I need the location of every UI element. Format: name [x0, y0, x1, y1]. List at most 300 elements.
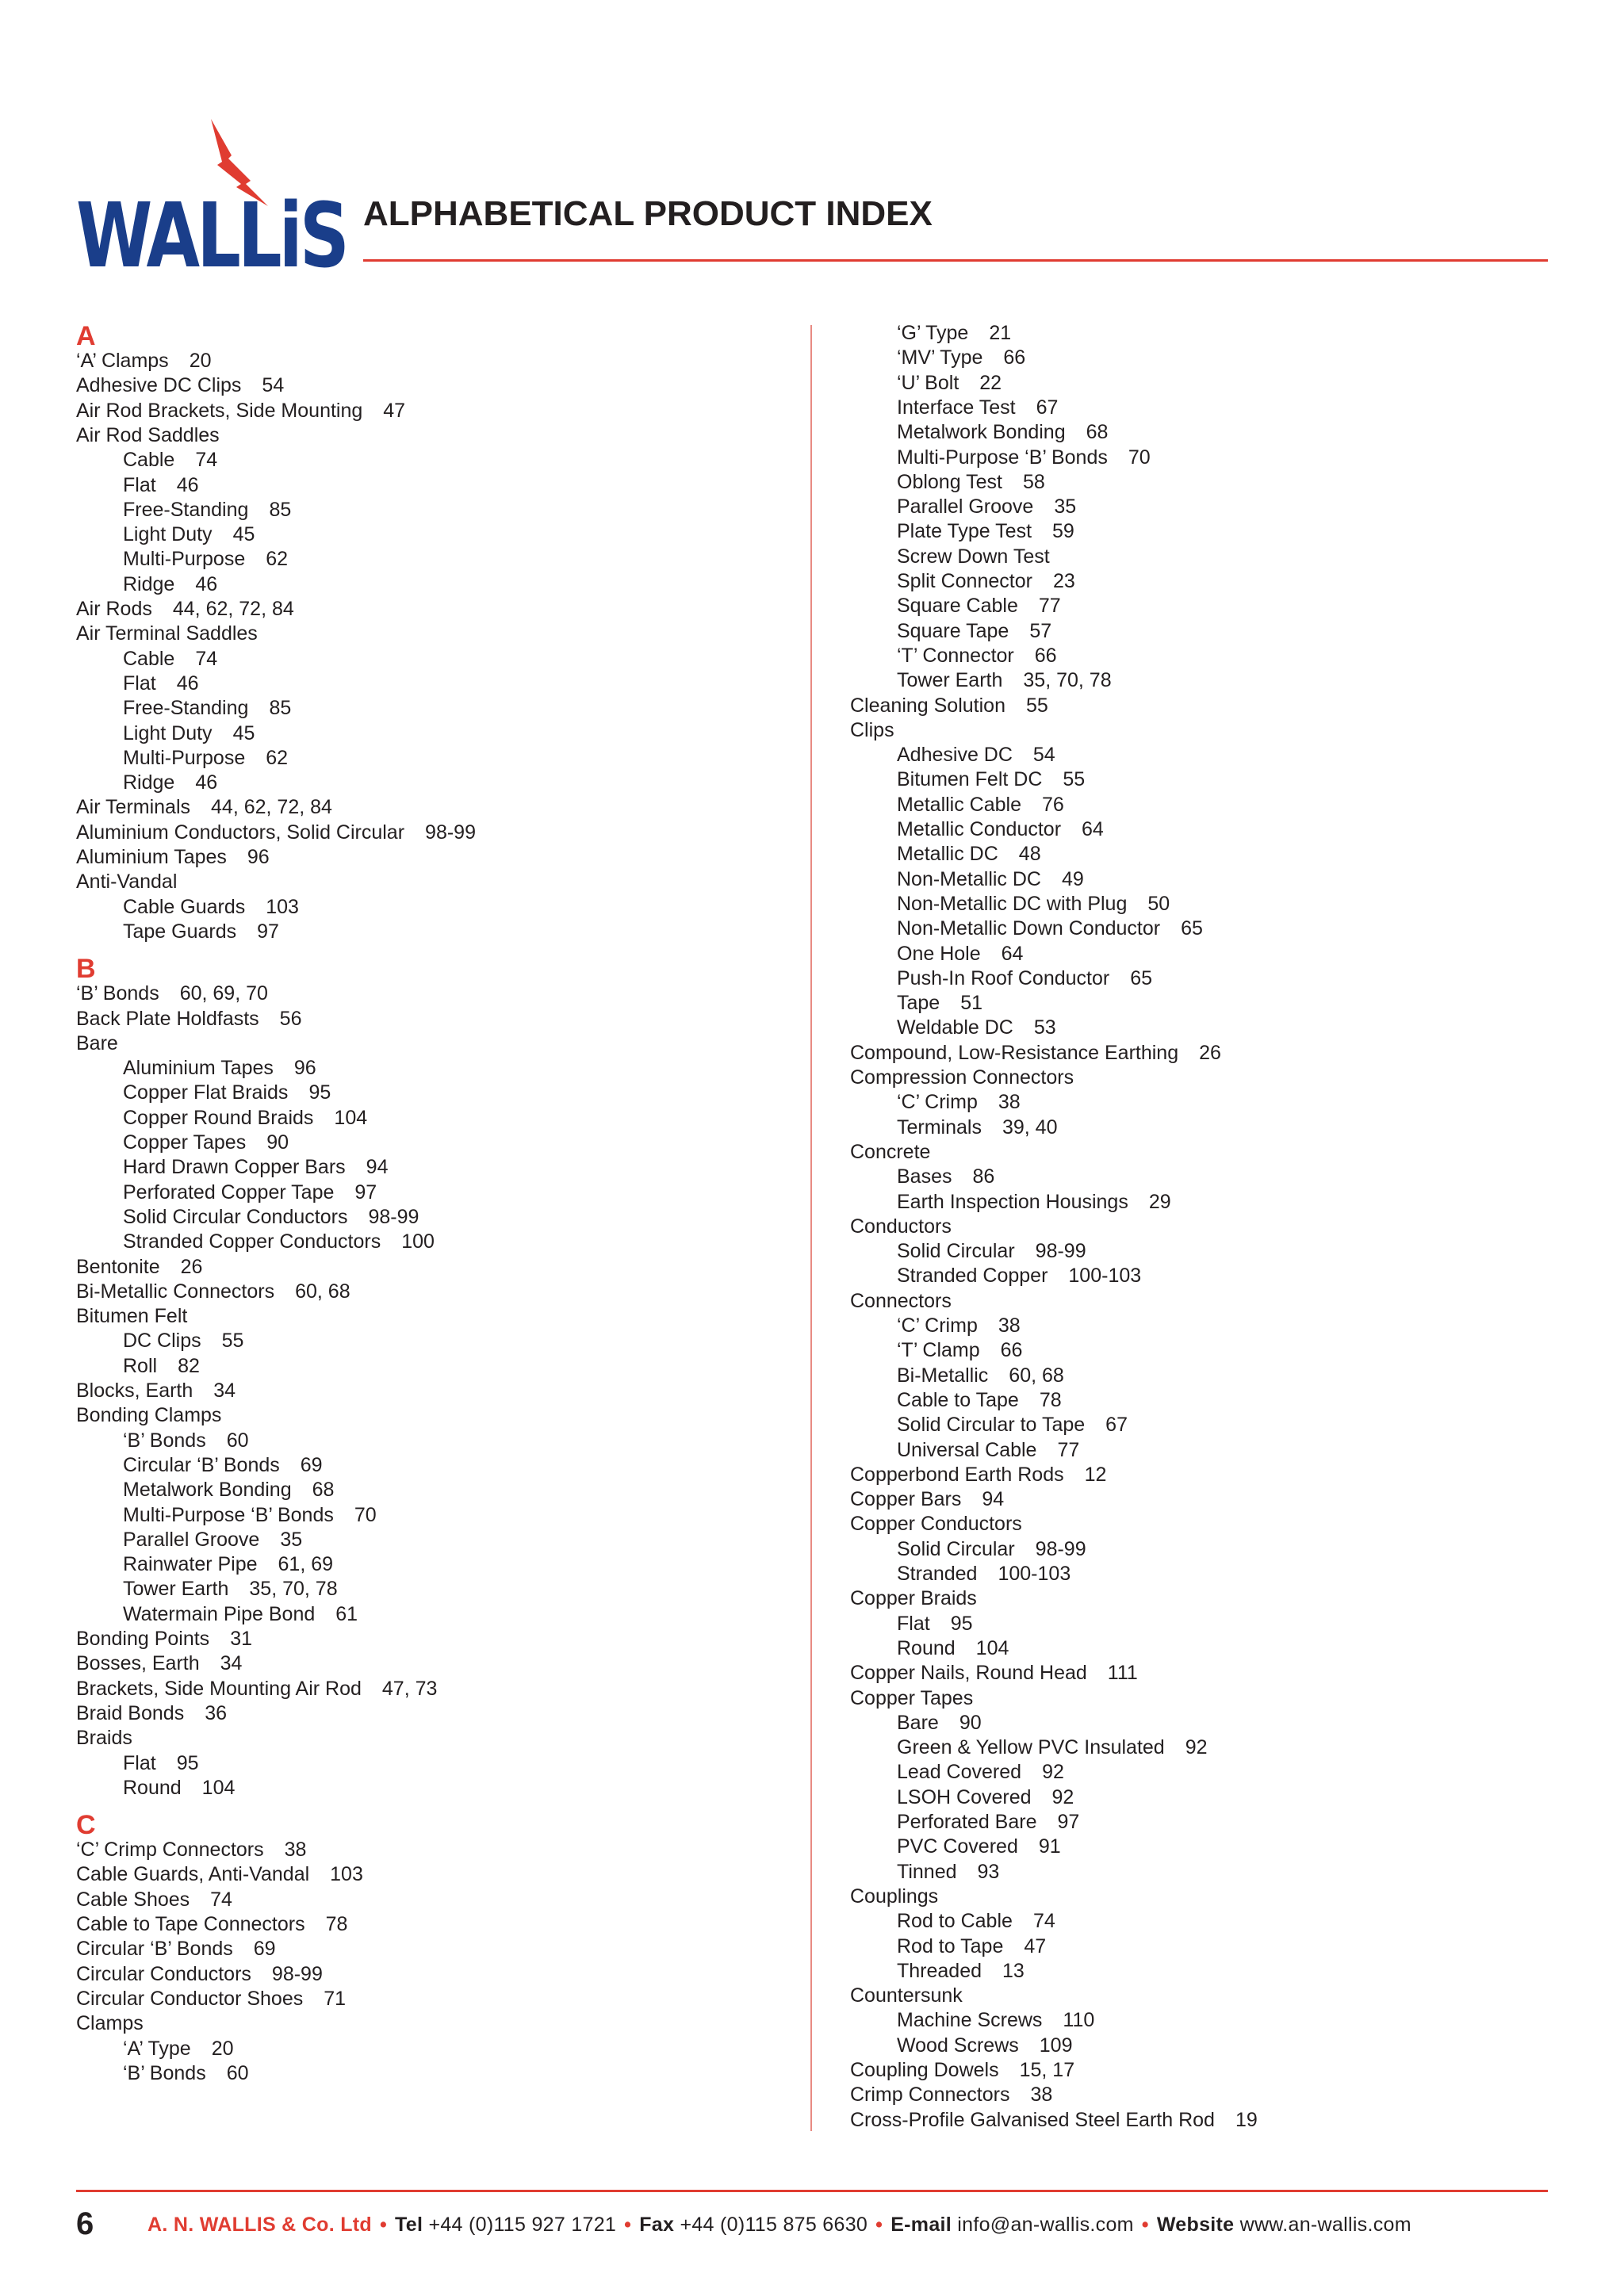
entry-name: Screw Down Test	[897, 545, 1050, 568]
index-subentry	[76, 1056, 316, 1081]
page-reference: 98-99	[1035, 1240, 1086, 1263]
page-title: ALPHABETICAL PRODUCT INDEX	[363, 194, 933, 233]
index-entry	[76, 1304, 187, 1329]
entry-name: Earth Inspection Housings	[897, 1190, 1128, 1213]
page-reference: 69	[253, 1938, 276, 1961]
index-subentry	[76, 1329, 243, 1353]
entry-name: Air Rod Saddles	[76, 423, 220, 446]
index-subentry	[850, 346, 1025, 370]
index-entry	[850, 1586, 977, 1611]
entry-name: Tinned	[897, 1860, 957, 1883]
entry-name: ‘C’ Crimp Connectors	[76, 1839, 264, 1862]
entry-name: Perforated Bare	[897, 1811, 1037, 1833]
entry-name: Flat	[123, 473, 156, 496]
entry-name: Terminals	[897, 1115, 982, 1138]
page-reference: 85	[269, 498, 292, 521]
index-subentry	[76, 1602, 358, 1627]
email-link[interactable]: info@an-wallis.com	[957, 2214, 1134, 2236]
fax-value: +44 (0)115 875 6630	[680, 2214, 868, 2236]
page-reference: 23	[1052, 570, 1075, 592]
index-subentry	[850, 1413, 1128, 1437]
page-reference: 98-99	[425, 821, 476, 844]
entry-name: ‘T’ Connector	[897, 644, 1014, 667]
entry-name: ‘C’ Crimp	[897, 1314, 978, 1337]
page-reference: 65	[1181, 917, 1203, 940]
index-entry	[76, 1403, 221, 1428]
index-subentry	[76, 1131, 289, 1155]
page-reference: 67	[1036, 396, 1059, 419]
page-reference: 61	[335, 1602, 358, 1625]
entry-name: Metallic DC	[897, 843, 998, 866]
index-subentry	[76, 547, 288, 572]
page-reference: 91	[1038, 1835, 1061, 1858]
page-reference: 22	[979, 371, 1002, 394]
entry-name: Cable	[123, 449, 175, 472]
page-reference: 62	[266, 746, 289, 769]
index-entry	[76, 622, 258, 646]
entry-name: Roll	[123, 1354, 158, 1377]
index-subentry	[850, 966, 1152, 991]
tel-value: +44 (0)115 927 1721	[428, 2214, 617, 2236]
index-subentry	[850, 1711, 982, 1735]
index-subentry	[850, 668, 1112, 693]
page-reference: 77	[1038, 595, 1061, 618]
entry-name: Metallic Conductor	[897, 818, 1062, 840]
website-label: Website	[1156, 2214, 1235, 2236]
page-reference: 13	[1002, 1959, 1025, 1982]
index-subentry	[850, 892, 1170, 916]
page-reference: 20	[189, 350, 212, 372]
entry-name: Aluminium Tapes	[123, 1057, 274, 1080]
entry-name: ‘U’ Bolt	[897, 371, 959, 394]
page-reference: 60, 68	[1009, 1364, 1064, 1387]
entry-name: Circular Conductor Shoes	[76, 1987, 304, 2010]
entry-name: Bi-Metallic Connectors	[76, 1280, 275, 1303]
page-reference: 19	[1235, 2108, 1258, 2131]
page-reference: 38	[998, 1091, 1021, 1114]
page-reference: 104	[334, 1106, 368, 1129]
entry-name: ‘B’ Bonds	[123, 2061, 206, 2084]
entry-name: Weldable DC	[897, 1016, 1013, 1039]
index-subentry	[76, 1205, 419, 1230]
index-subentry	[850, 1810, 1079, 1835]
page-reference: 47	[383, 399, 406, 422]
page-reference: 36	[205, 1701, 228, 1724]
index-entry	[76, 870, 177, 894]
entry-name: Ridge	[123, 572, 175, 595]
index-subentry	[76, 895, 299, 920]
index-subentry	[850, 1537, 1086, 1562]
index-entry	[76, 1007, 301, 1031]
entry-name: Metallic Cable	[897, 793, 1022, 816]
index-subentry	[850, 1636, 1009, 1661]
entry-name: Bentonite	[76, 1255, 160, 1278]
entry-name: Round	[897, 1636, 956, 1659]
page-reference: 92	[1185, 1736, 1208, 1759]
entry-name: Tower Earth	[897, 669, 1003, 692]
entry-name: ‘A’ Type	[123, 2037, 191, 2060]
entry-name: Multi-Purpose ‘B’ Bonds	[897, 446, 1108, 469]
index-subentry	[850, 867, 1084, 892]
index-entry	[76, 1888, 232, 1912]
entry-name: Aluminium Conductors, Solid Circular	[76, 821, 405, 844]
index-letter: B	[76, 954, 96, 985]
index-subentry	[850, 1090, 1021, 1115]
entry-name: Copper Braids	[850, 1587, 977, 1610]
page-reference: 46	[195, 771, 218, 794]
page-reference: 38	[998, 1314, 1021, 1337]
page-reference: 45	[232, 523, 255, 546]
page-reference: 70	[354, 1503, 377, 1526]
page-reference: 55	[1025, 694, 1048, 717]
entry-name: Anti-Vandal	[76, 871, 178, 894]
entry-name: Metalwork Bonding	[123, 1479, 292, 1502]
page-reference: 54	[1032, 744, 1055, 767]
page-reference: 44, 62, 72, 84	[172, 598, 294, 620]
index-subentry	[76, 1577, 338, 1601]
index-entry	[76, 821, 476, 845]
entry-name: Multi-Purpose	[123, 746, 246, 769]
entry-name: Bare	[76, 1031, 118, 1054]
index-subentry	[850, 1760, 1064, 1785]
entry-name: Light Duty	[123, 721, 213, 744]
index-entry	[76, 1838, 306, 1862]
index-subentry	[76, 1776, 235, 1800]
page-reference: 57	[1029, 619, 1052, 642]
page-reference: 35	[1054, 496, 1077, 519]
column-divider	[810, 325, 812, 2131]
entry-name: Parallel Groove	[123, 1528, 260, 1551]
page-reference: 98-99	[1035, 1537, 1086, 1560]
index-entry	[850, 2083, 1052, 2107]
page-reference: 95	[176, 1751, 199, 1774]
index-entry	[76, 1912, 347, 1937]
page-reference: 95	[308, 1081, 331, 1104]
page-reference: 100-103	[998, 1563, 1071, 1585]
entry-name: Air Terminal Saddles	[76, 622, 258, 645]
index-subentry	[850, 1835, 1061, 1859]
entry-name: Countersunk	[850, 1984, 963, 2007]
entry-name: ‘C’ Crimp	[897, 1091, 978, 1114]
page-reference: 60, 69, 70	[179, 982, 268, 1005]
index-subentry	[76, 920, 279, 944]
entry-name: Couplings	[850, 1885, 939, 1908]
entry-name: Flat	[123, 672, 156, 695]
index-subentry	[850, 644, 1057, 668]
page-reference: 66	[1000, 1339, 1023, 1362]
entry-name: Aluminium Tapes	[76, 846, 227, 868]
page-reference: 34	[220, 1652, 243, 1675]
page-reference: 100	[401, 1230, 435, 1253]
entry-name: Concrete	[850, 1140, 931, 1163]
page-reference: 47, 73	[381, 1677, 438, 1700]
entry-name: Copper Tapes	[123, 1131, 247, 1154]
index-subentry	[76, 1429, 249, 1453]
index-subentry	[76, 1354, 200, 1379]
entry-name: Perforated Copper Tape	[123, 1181, 335, 1203]
page-reference: 44, 62, 72, 84	[211, 796, 332, 819]
entry-name: Round	[123, 1776, 182, 1799]
company-name: A. N. WALLIS & Co. Ltd	[147, 2214, 372, 2236]
index-entry	[76, 1651, 242, 1676]
entry-name: ‘B’ Bonds	[76, 982, 159, 1005]
fax-label: Fax	[639, 2214, 675, 2236]
page-reference: 54	[262, 374, 285, 397]
index-subentry	[76, 1503, 377, 1528]
page-reference: 21	[989, 322, 1012, 344]
page-reference: 64	[1082, 818, 1104, 840]
index-subentry	[850, 1190, 1171, 1215]
index-entry	[850, 1140, 930, 1165]
index-subentry	[850, 519, 1074, 544]
entry-name: Square Cable	[897, 595, 1018, 618]
index-subentry	[850, 619, 1051, 644]
entry-name: Copperbond Earth Rods	[850, 1463, 1064, 1486]
page-reference: 100-103	[1068, 1265, 1142, 1288]
entry-name: Rainwater Pipe	[123, 1553, 258, 1576]
index-subentry	[76, 1181, 377, 1205]
entry-name: Air Rod Brackets, Side Mounting	[76, 399, 363, 422]
index-entry	[76, 1962, 323, 1987]
entry-name: Adhesive DC Clips	[76, 374, 242, 397]
page-reference: 92	[1051, 1785, 1074, 1808]
index-subentry	[850, 1612, 973, 1636]
entry-name: Coupling Dowels	[850, 2059, 999, 2081]
entry-name: Lead Covered	[897, 1761, 1022, 1784]
entry-name: Stranded Copper	[897, 1265, 1048, 1288]
entry-name: Flat	[897, 1612, 930, 1635]
page-reference: 35, 70, 78	[1023, 669, 1112, 692]
index-subentry	[850, 1165, 994, 1189]
page-reference: 90	[266, 1131, 289, 1154]
index-subentry	[76, 647, 217, 672]
index-entry	[850, 2058, 1074, 2083]
index-entry	[76, 1726, 132, 1751]
index-entry	[76, 982, 268, 1006]
page-reference: 69	[300, 1453, 323, 1476]
index-subentry	[850, 991, 982, 1016]
index-subentry	[850, 767, 1085, 792]
index-subentry	[850, 1438, 1079, 1463]
entry-name: ‘MV’ Type	[897, 346, 983, 369]
entry-name: ‘T’ Clamp	[897, 1339, 980, 1362]
page-reference: 70	[1128, 446, 1151, 469]
index-subentry	[850, 1959, 1025, 1984]
entry-name: Copper Tapes	[850, 1686, 974, 1709]
page-reference: 48	[1018, 843, 1041, 866]
separator-dot: •	[875, 2214, 883, 2236]
entry-name: Non-Metallic DC with Plug	[897, 892, 1128, 915]
page-reference: 39, 40	[1002, 1115, 1058, 1138]
index-subentry	[850, 1314, 1021, 1338]
entry-name: One Hole	[897, 942, 981, 965]
entry-name: Bonding Points	[76, 1628, 210, 1650]
entry-name: Cross-Profile Galvanised Steel Earth Rod	[850, 2108, 1215, 2131]
page-reference: 55	[221, 1330, 244, 1353]
entry-name: Brackets, Side Mounting Air Rod	[76, 1677, 362, 1700]
index-entry	[850, 718, 894, 743]
index-subentry	[850, 545, 1050, 569]
entry-name: Cable Shoes	[76, 1888, 190, 1911]
entry-name: Bases	[897, 1165, 952, 1188]
page-reference: 35, 70, 78	[249, 1578, 338, 1601]
page-reference: 74	[195, 449, 218, 472]
page-reference: 77	[1057, 1438, 1080, 1461]
entry-name: Connectors	[850, 1289, 952, 1312]
index-subentry	[76, 1552, 333, 1577]
entry-name: Copper Flat Braids	[123, 1081, 289, 1104]
index-subentry	[850, 446, 1151, 470]
index-subentry	[850, 1364, 1064, 1388]
entry-name: Bitumen Felt DC	[897, 768, 1043, 791]
index-subentry	[76, 448, 217, 473]
index-entry	[850, 1661, 1138, 1686]
page-reference: 90	[959, 1711, 982, 1734]
index-entry	[850, 1215, 952, 1239]
entry-name: Circular ‘B’ Bonds	[123, 1453, 280, 1476]
index-subentry	[76, 1081, 331, 1105]
entry-name: Crimp Connectors	[850, 2084, 1010, 2107]
index-subentry	[850, 1785, 1074, 1810]
index-entry	[76, 373, 284, 398]
entry-name: Air Terminals	[76, 796, 191, 819]
index-subentry	[850, 1934, 1046, 1959]
page-reference: 74	[1032, 1910, 1055, 1933]
page-reference: 60	[226, 2061, 249, 2084]
entry-name: Copper Conductors	[850, 1513, 1022, 1536]
page-reference: 12	[1084, 1463, 1107, 1486]
index-subentry	[850, 569, 1075, 594]
entry-name: Air Rods	[76, 598, 152, 620]
index-entry	[850, 1984, 963, 2008]
index-entry	[850, 694, 1048, 718]
page-reference: 46	[176, 473, 199, 496]
index-subentry	[850, 1115, 1058, 1140]
index-entry	[76, 597, 294, 622]
entry-name: Universal Cable	[897, 1438, 1037, 1461]
separator-dot: •	[379, 2214, 388, 2236]
page-reference: 66	[1034, 644, 1057, 667]
entry-name: Cable Guards	[123, 895, 246, 918]
page-reference: 59	[1052, 520, 1074, 543]
index-subentry	[76, 746, 288, 771]
index-subentry	[850, 2034, 1072, 2058]
entry-name: Machine Screws	[897, 2009, 1043, 2032]
page-reference: 104	[201, 1776, 236, 1799]
index-subentry	[76, 1106, 367, 1131]
entry-name: Braids	[76, 1727, 132, 1750]
index-subentry	[850, 371, 1002, 396]
entry-name: ‘B’ Bonds	[123, 1429, 206, 1452]
wallis-logo	[76, 119, 347, 288]
page-reference: 65	[1130, 966, 1153, 989]
header-divider	[363, 259, 1548, 262]
entry-name: Cable to Tape Connectors	[76, 1913, 305, 1935]
page-reference: 60, 68	[295, 1280, 350, 1303]
index-entry	[76, 795, 332, 820]
page-reference: 98-99	[368, 1205, 419, 1228]
entry-name: ‘G’ Type	[897, 322, 969, 344]
page-reference: 97	[257, 920, 279, 943]
entry-name: Multi-Purpose ‘B’ Bonds	[123, 1503, 334, 1526]
index-entry	[76, 1255, 202, 1280]
index-subentry	[850, 396, 1058, 420]
index-entry	[76, 423, 220, 448]
index-entry	[76, 1677, 437, 1701]
page-reference: 68	[1086, 421, 1109, 444]
index-subentry	[850, 1562, 1071, 1586]
index-subentry	[76, 1528, 302, 1552]
page-reference: 46	[176, 672, 199, 695]
entry-name: Bitumen Felt	[76, 1305, 188, 1328]
entry-name: Free-Standing	[123, 697, 249, 720]
page-reference: 51	[960, 992, 983, 1015]
index-entry	[76, 1280, 350, 1304]
index-entry	[850, 1686, 973, 1711]
index-entry	[76, 399, 405, 423]
page-number: 6	[76, 2206, 94, 2241]
page-reference: 15, 17	[1019, 2059, 1075, 2081]
entry-name: Compression Connectors	[850, 1066, 1074, 1089]
page-reference: 95	[950, 1612, 973, 1635]
page-reference: 110	[1063, 2009, 1095, 2032]
index-entry	[76, 2011, 144, 2036]
index-subentry	[850, 321, 1011, 346]
page-reference: 66	[1003, 346, 1026, 369]
page-reference: 55	[1063, 768, 1086, 791]
page-reference: 92	[1042, 1761, 1064, 1784]
page-reference: 111	[1107, 1662, 1138, 1685]
page-reference: 49	[1061, 867, 1084, 890]
page-reference: 94	[366, 1156, 389, 1179]
entry-name: Free-Standing	[123, 498, 249, 521]
page-reference: 76	[1042, 793, 1064, 816]
entry-name: Tape Guards	[123, 920, 237, 943]
entry-name: Compound, Low-Resistance Earthing	[850, 1041, 1179, 1064]
website-link[interactable]: www.an-wallis.com	[1239, 2214, 1411, 2236]
index-entry	[850, 1885, 938, 1909]
index-subentry	[850, 1239, 1086, 1264]
entry-name: Back Plate Holdfasts	[76, 1007, 259, 1030]
entry-name: Plate Type Test	[897, 520, 1032, 543]
index-subentry	[76, 1230, 435, 1254]
index-subentry	[850, 842, 1041, 867]
page-reference: 58	[1022, 470, 1045, 493]
index-subentry	[76, 672, 199, 696]
entry-name: Solid Circular to Tape	[897, 1414, 1086, 1437]
index-subentry	[850, 1388, 1062, 1413]
page-reference: 56	[279, 1007, 302, 1030]
index-entry	[76, 1987, 346, 2011]
entry-name: Blocks, Earth	[76, 1380, 193, 1402]
entry-name: Bosses, Earth	[76, 1652, 200, 1675]
page-reference: 47	[1024, 1934, 1047, 1957]
index-subentry	[850, 420, 1108, 445]
entry-name: Interface Test	[897, 396, 1016, 419]
index-entry	[850, 1487, 1004, 1512]
entry-name: Conductors	[850, 1215, 952, 1238]
entry-name: Clips	[850, 718, 894, 741]
entry-name: Cable to Tape	[897, 1388, 1019, 1411]
page-reference: 29	[1148, 1190, 1171, 1213]
page-reference: 46	[195, 572, 218, 595]
index-subentry	[850, 1909, 1055, 1934]
index-subentry	[850, 1860, 999, 1885]
index-entry	[850, 2108, 1258, 2133]
entry-name: Watermain Pipe Bond	[123, 1602, 316, 1625]
entry-name: Parallel Groove	[897, 496, 1034, 519]
footer-divider	[76, 2190, 1548, 2192]
